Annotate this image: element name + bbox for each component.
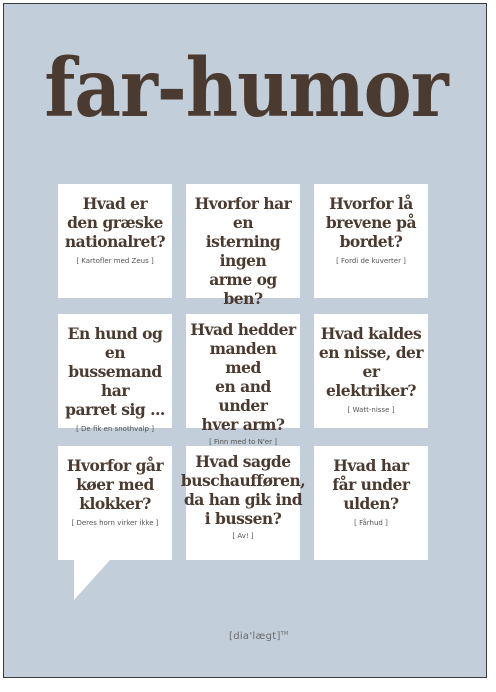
poster xyxy=(3,3,487,678)
joke-answer: [ Kartofler med Zeus ] xyxy=(76,257,154,265)
joke-answer: [ De fik en snothvalp ] xyxy=(76,425,154,433)
joke-answer: [ Deres horn virker ikke ] xyxy=(71,519,159,527)
joke-answer: [ Finn med to N'er ] xyxy=(209,438,277,446)
joke-card xyxy=(58,314,172,433)
joke-question: Hvad hedder manden med en and under hver arm? xyxy=(190,320,296,434)
speech-bubble-tail xyxy=(74,560,110,600)
poster-title: far-humor xyxy=(44,39,448,136)
brand-logo xyxy=(229,631,289,642)
joke-question: Hvorfor går køer med klokker? xyxy=(66,456,164,513)
joke-answer: [ Fårhud ] xyxy=(354,519,388,527)
joke-card xyxy=(58,446,172,560)
joke-card xyxy=(58,184,172,298)
joke-question: Hvorfor har en isterning ingen arme og ben? xyxy=(194,194,292,308)
joke-question: Hvad kaldes en nisse, der er elektriker? xyxy=(318,324,424,400)
joke-card xyxy=(314,446,428,560)
joke-answer: [ Fordi de kuverter ] xyxy=(336,257,406,265)
joke-card xyxy=(186,184,300,308)
joke-question: Hvad sagde buschaufføren, da han gik ind i bussen? xyxy=(180,452,306,528)
joke-answer: [ Watt-nisse ] xyxy=(347,406,395,414)
joke-card xyxy=(314,314,428,428)
brand-logo-text: [dia'lægt] xyxy=(229,631,281,642)
joke-card xyxy=(186,314,300,446)
joke-question: Hvad har får under ulden? xyxy=(332,456,410,513)
joke-question: En hund og en bussemand har parret sig ... xyxy=(65,324,165,419)
trademark-mark: TM xyxy=(280,631,289,637)
joke-card xyxy=(314,184,428,298)
joke-card xyxy=(180,446,306,560)
joke-answer: [ Av! ] xyxy=(232,532,254,540)
joke-question: Hvorfor lå brevene på bordet? xyxy=(325,194,417,251)
joke-question: Hvad er den græske nationalret? xyxy=(64,194,166,251)
